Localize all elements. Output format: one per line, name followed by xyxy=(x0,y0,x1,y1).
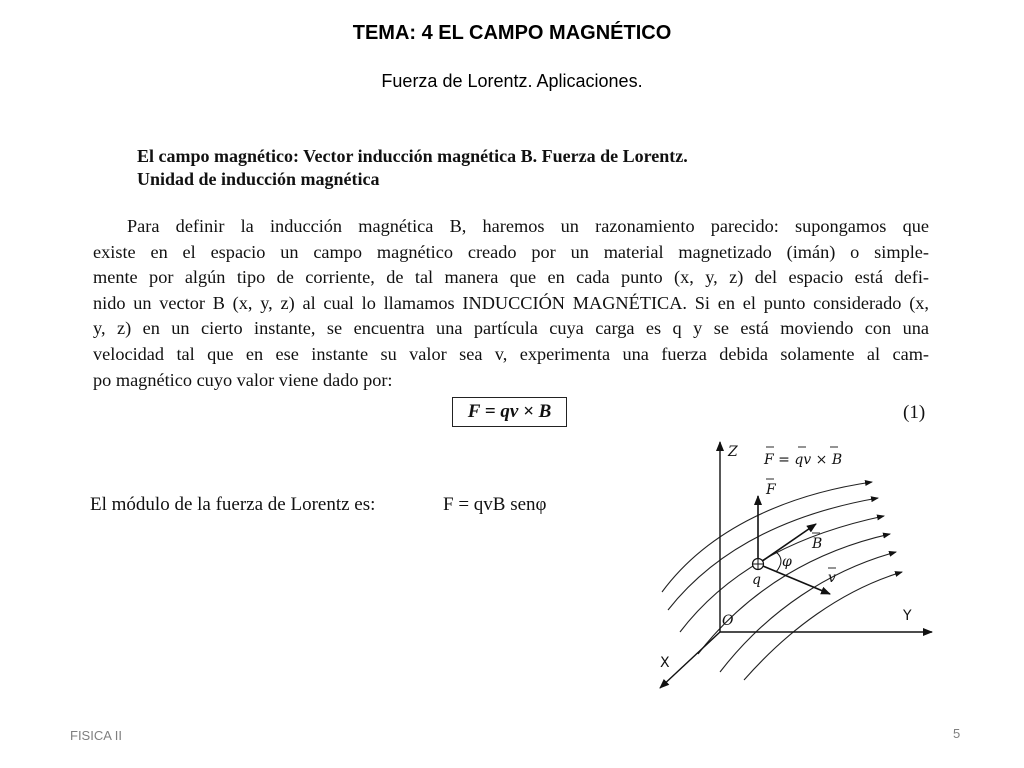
page-number: 5 xyxy=(953,726,961,741)
force-label: F xyxy=(766,482,776,498)
paragraph-line: y, z) en un cierto instante, se encuentra una partícula cuya carga es q y se está moviendo con una xyxy=(93,318,929,339)
field-lines xyxy=(662,482,902,680)
body-paragraph xyxy=(93,214,929,393)
paragraph-line: existe en el espacio un campo magnético creado por un material magnetizado (imán) o simple- xyxy=(93,241,929,262)
paragraph-line: Para definir la inducción magnética B, haremos un razonamiento parecido: supongamos que xyxy=(127,216,929,236)
angle-arc xyxy=(776,552,781,572)
axis-z-label: Z xyxy=(728,444,738,460)
velocity-vector xyxy=(758,564,830,594)
origin-label: O xyxy=(722,613,734,629)
slide-subtitle: Fuerza de Lorentz. Aplicaciones. xyxy=(381,71,643,91)
field-line xyxy=(744,572,902,680)
paragraph-line: mente por algún tipo de corriente, de tal manera que en cada punto (x, y, z) del espacio está defi- xyxy=(93,267,929,288)
equation-number: (1) xyxy=(903,402,926,423)
field-line xyxy=(662,482,872,592)
paragraph-line: po magnético cuyo valor viene dado por: xyxy=(93,369,393,390)
footer-course: FISICA II xyxy=(70,728,123,743)
modulus-label: El módulo de la fuerza de Lorentz es: xyxy=(90,494,376,515)
section-heading-line-1: El campo magnético: Vector inducción magnética B. Fuerza de Lorentz. xyxy=(137,146,688,166)
section-heading-line-2: Unidad de inducción magnética xyxy=(137,169,380,189)
lorentz-formula: F = qv × B xyxy=(467,401,552,422)
axis-y-label: Y xyxy=(903,608,912,624)
angle-label: φ xyxy=(782,554,792,570)
field-line xyxy=(698,534,890,654)
charge-label: q xyxy=(752,572,761,588)
force-formula-label: F = qv × B xyxy=(764,452,843,468)
axis-x-label: X xyxy=(660,655,670,671)
paragraph-line: nido un vector B (x, y, z) al cual lo llamamos INDUCCIÓN MAGNÉTICA. Si en el punto considerado (x, xyxy=(93,292,929,313)
paragraph-line: velocidad tal que en ese instante su valor sea v, experimenta una fuerza debida solamente al cam- xyxy=(93,343,929,364)
lorentz-formula-box xyxy=(452,397,567,427)
velocity-label: v xyxy=(828,570,836,586)
field-label: B xyxy=(812,536,823,552)
section-heading xyxy=(137,145,897,191)
slide-title: TEMA: 4 EL CAMPO MAGNÉTICO xyxy=(352,22,672,44)
modulus-formula: F = qvB senφ xyxy=(443,494,547,515)
lorentz-force-diagram xyxy=(640,432,940,694)
